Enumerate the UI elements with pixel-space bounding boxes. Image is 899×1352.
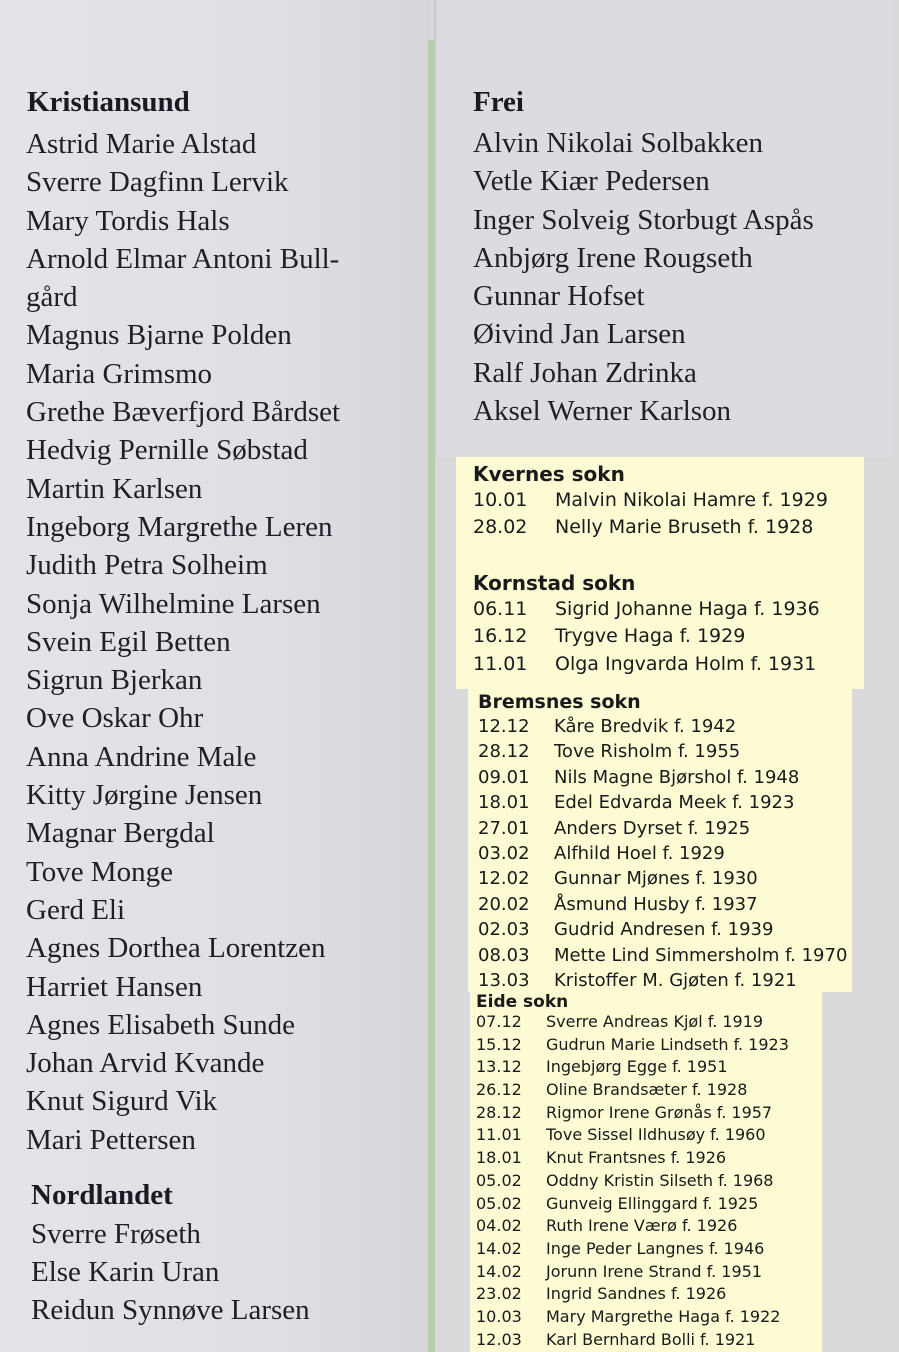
entry-name: Gudrid Andresen f. 1939 (554, 919, 774, 941)
name-item: Tove Monge (26, 855, 173, 888)
entry-date: 05.02 (476, 1193, 522, 1213)
name-item: Johan Arvid Kvande (26, 1047, 265, 1080)
entry-date: 28.12 (476, 1102, 522, 1122)
entry-name: Mette Lind Simmersholm f. 1970 (554, 944, 848, 966)
entry-name: Knut Frantsnes f. 1926 (546, 1148, 727, 1168)
name-item: Anbjørg Irene Rougseth (473, 241, 753, 274)
name-item: Gunnar Hofset (473, 280, 645, 313)
entry-date: 16.12 (473, 625, 528, 648)
entry-name: Gunnar Mjønes f. 1930 (554, 868, 758, 890)
entry-name: Trygve Haga f. 1929 (555, 625, 746, 648)
name-item: Svein Egil Betten (26, 625, 231, 658)
entry-name: Gunveig Ellinggard f. 1925 (546, 1193, 759, 1213)
name-item: Grethe Bæverfjord Bårdset (26, 396, 341, 429)
entry-date: 12.03 (476, 1329, 522, 1349)
entry-date: 18.01 (478, 792, 530, 814)
frei-name-list (473, 124, 814, 430)
entry-date: 14.02 (476, 1238, 522, 1258)
clipping-eide (470, 992, 822, 1352)
entry-date: 03.02 (478, 842, 530, 864)
name-item: Alvin Nikolai Solbakken (473, 127, 763, 159)
nordlandet-name-list (31, 1215, 310, 1329)
entry-date: 05.02 (476, 1170, 522, 1190)
entry-name: Edel Edvarda Meek f. 1923 (554, 792, 795, 814)
name-item: Kitty Jørgine Jensen (26, 779, 263, 812)
entry-name: Olga Ingvarda Holm f. 1931 (555, 652, 817, 675)
name-item: Arnold Elmar Antoni Bull- (26, 242, 340, 275)
name-item: Mari Pettersen (26, 1123, 196, 1156)
entry-date: 08.03 (478, 944, 530, 966)
name-item: Hedvig Pernille Søbstad (26, 434, 308, 467)
name-item: Inger Solveig Storbugt Aspås (473, 203, 814, 236)
entry-date: 02.03 (478, 919, 530, 941)
name-item: Martin Karlsen (26, 472, 203, 505)
bremsnes-title: Bremsnes sokn (478, 691, 641, 713)
kvernes-title: Kvernes sokn (473, 462, 625, 486)
entry-name: Tove Risholm f. 1955 (554, 741, 741, 763)
entry-name: Gudrun Marie Lindseth f. 1923 (546, 1034, 789, 1054)
name-item: Reidun Synnøve Larsen (31, 1294, 310, 1326)
name-item: Magnar Bergdal (26, 817, 215, 850)
name-item: gård (26, 281, 78, 314)
name-item: Agnes Elisabeth Sunde (26, 1008, 296, 1041)
clipping-kvernes-kornstad (456, 457, 864, 689)
entry-date: 13.03 (478, 969, 530, 991)
entry-name: Jorunn Irene Strand f. 1951 (546, 1261, 763, 1281)
entry-date: 28.12 (478, 741, 530, 763)
name-item: Aksel Werner Karlson (473, 395, 732, 428)
entry-date: 10.03 (476, 1306, 522, 1326)
entry-name: Alfhild Hoel f. 1929 (554, 842, 725, 864)
entry-name: Malvin Nikolai Hamre f. 1929 (555, 489, 828, 511)
entry-date: 26.12 (476, 1080, 522, 1100)
entry-name: Mary Margrethe Haga f. 1922 (546, 1306, 781, 1326)
kristiansund-name-list (26, 125, 340, 1159)
frei-title: Frei (473, 86, 524, 118)
entry-date: 12.12 (478, 716, 530, 737)
name-item: Vetle Kiær Pedersen (473, 165, 710, 198)
entry-name: Kåre Bredvik f. 1942 (554, 716, 737, 737)
kristiansund-title: Kristiansund (27, 86, 190, 118)
entry-name: Kristoffer M. Gjøten f. 1921 (554, 969, 797, 991)
name-item: Judith Petra Solheim (26, 549, 268, 582)
name-item: Knut Sigurd Vik (26, 1085, 218, 1118)
name-item: Gerd Eli (26, 893, 126, 926)
name-item: Harriet Hansen (26, 970, 203, 1003)
name-item: Maria Grimsmo (26, 357, 213, 390)
entry-date: 18.01 (476, 1148, 522, 1168)
entry-name: Oddny Kristin Silseth f. 1968 (546, 1170, 774, 1190)
entry-date: 10.01 (473, 489, 528, 511)
entry-date: 23.02 (476, 1284, 522, 1304)
entry-name: Nils Magne Bjørshol f. 1948 (554, 766, 800, 788)
name-item: Anna Andrine Male (26, 740, 257, 773)
name-item: Ralf Johan Zdrinka (473, 356, 697, 389)
entry-date: 14.02 (476, 1261, 522, 1281)
entry-date: 07.12 (476, 1012, 522, 1031)
name-item: Sverre Frøseth (31, 1218, 201, 1250)
entry-date: 04.02 (476, 1216, 522, 1236)
name-item: Else Karin Uran (31, 1256, 220, 1288)
entry-date: 27.01 (478, 817, 530, 839)
entry-name: Oline Brandsæter f. 1928 (546, 1080, 748, 1100)
entry-name: Tove Sissel Ildhusøy f. 1960 (546, 1125, 766, 1145)
name-item: Ove Oskar Ohr (26, 702, 204, 735)
entry-date: 13.12 (476, 1057, 522, 1077)
entry-name: Nelly Marie Bruseth f. 1928 (555, 516, 814, 539)
name-item: Mary Tordis Hals (26, 204, 230, 237)
name-item: Ingeborg Margrethe Leren (26, 510, 333, 543)
entry-name: Ingebjørg Egge f. 1951 (546, 1057, 728, 1077)
name-item: Agnes Dorthea Lorentzen (26, 932, 326, 965)
name-item: Øivind Jan Larsen (473, 318, 686, 351)
eide-title: Eide sokn (476, 992, 569, 1012)
entry-name: Inge Peder Langnes f. 1946 (546, 1238, 765, 1258)
entry-name: Karl Bernhard Bolli f. 1921 (546, 1329, 756, 1349)
entry-date: 06.11 (473, 598, 528, 620)
entry-date: 28.02 (473, 516, 528, 539)
frei-panel (434, 0, 893, 457)
entry-name: Ruth Irene Værø f. 1926 (546, 1216, 738, 1236)
entry-name: Rigmor Irene Grønås f. 1957 (546, 1102, 773, 1122)
entry-name: Åsmund Husby f. 1937 (554, 893, 758, 915)
entry-date: 09.01 (478, 766, 530, 788)
kornstad-title: Kornstad sokn (473, 571, 636, 595)
entry-date: 12.02 (478, 868, 530, 890)
entry-name: Ingrid Sandnes f. 1926 (546, 1284, 727, 1304)
entry-name: Sverre Andreas Kjøl f. 1919 (546, 1012, 764, 1031)
nordlandet-title: Nordlandet (31, 1179, 173, 1211)
entry-date: 15.12 (476, 1034, 522, 1054)
entry-name: Anders Dyrset f. 1925 (554, 817, 751, 839)
name-item: Sverre Dagfinn Lervik (26, 166, 289, 199)
name-item: Astrid Marie Alstad (26, 128, 257, 160)
name-item: Sonja Wilhelmine Larsen (26, 587, 321, 620)
entry-name: Sigrid Johanne Haga f. 1936 (555, 598, 820, 620)
entry-date: 20.02 (478, 893, 530, 915)
name-item: Sigrun Bjerkan (26, 664, 203, 697)
clipping-bremsnes (468, 689, 852, 992)
name-item: Magnus Bjarne Polden (26, 319, 292, 352)
entry-date: 11.01 (476, 1125, 522, 1145)
entry-date: 11.01 (473, 652, 528, 675)
